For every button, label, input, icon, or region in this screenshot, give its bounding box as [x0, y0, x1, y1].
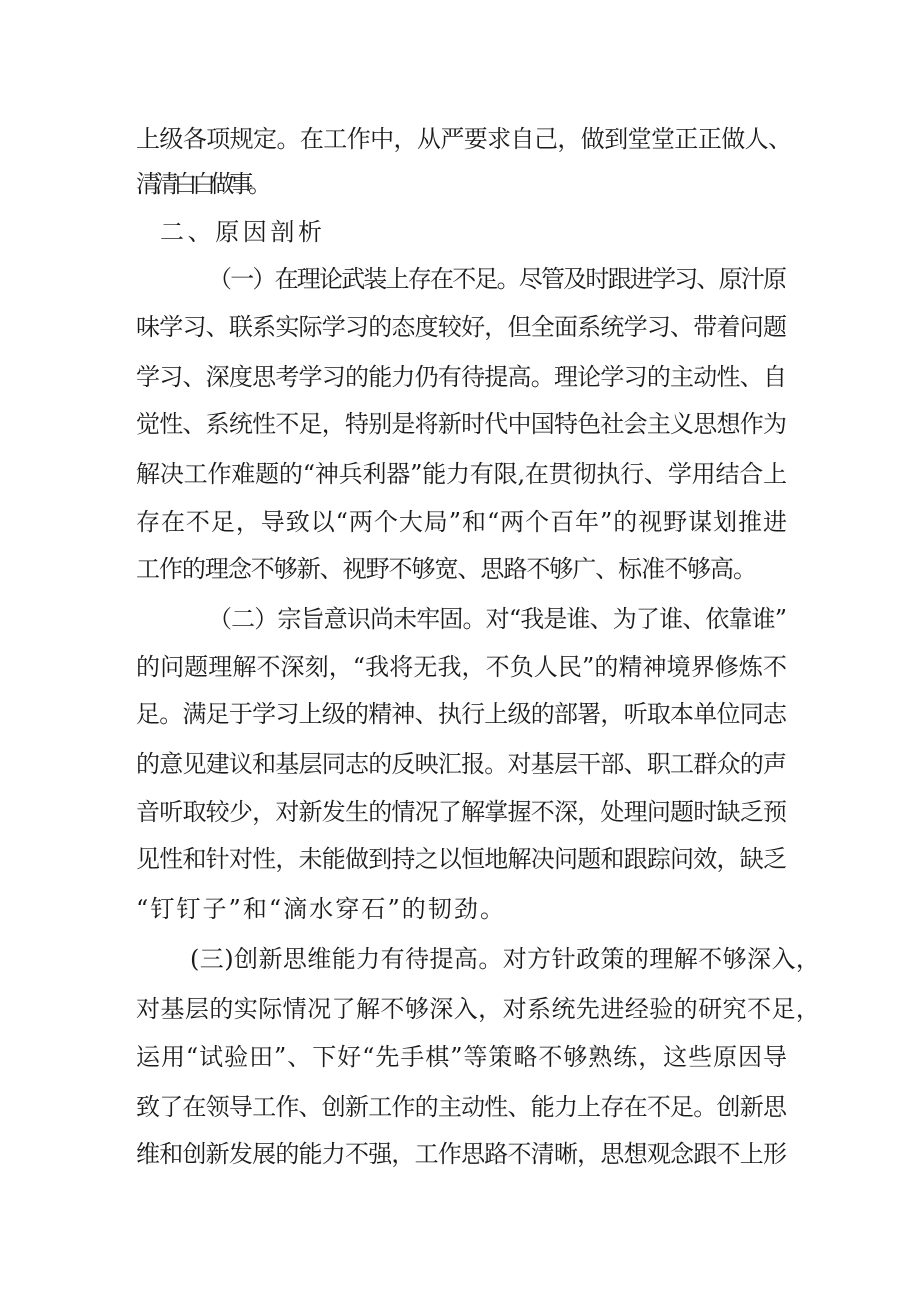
text-line: 维和创新发展的能力不强，工作思路不清晰，思想观念跟不上形	[136, 1140, 787, 1168]
text-line: (三)创新思维能力有待提高。对方针政策的理解不够深入，	[190, 945, 821, 973]
text-line: 音听取较少，对新发生的情况了解掌握不深，处理问题时缺乏预	[136, 798, 787, 826]
text-line: 的意见建议和基层同志的反映汇报。对基层干部、职工群众的声	[136, 750, 787, 778]
text-line: 味学习、联系实际学习的态度较好，但全面系统学习、带着问题	[136, 313, 787, 341]
text-line: 运用“试验田”、下好“先手棋”等策略不够熟练，这些原因导	[136, 1043, 788, 1071]
text-line: 觉性、系统性不足，特别是将新时代中国特色社会主义思想作为	[136, 410, 787, 438]
text-line: （一）在理论武装上存在不足。尽管及时跟进学习、原汁原	[208, 265, 786, 293]
text-line: 工作的理念不够新、视野不够宽、思路不够广、标准不够高。	[136, 555, 756, 583]
text-line: 见性和针对性，未能做到持之以恒地解决问题和跟踪问效，缺乏	[136, 845, 787, 873]
text-line: “钉钉子”和“滴水穿石”的韧劲。	[136, 895, 507, 923]
text-line: 上级各项规定。在工作中，从严要求自己，做到堂堂正正做人、	[136, 125, 792, 153]
text-line: 学习、深度思考学习的能力仍有待提高。理论学习的主动性、自	[136, 363, 787, 391]
text-line: 清清白白做事。	[136, 170, 267, 198]
text-line: 存在不足，导致以“两个大局”和“两个百年”的视野谋划推进	[136, 508, 788, 536]
text-line: （二）宗旨意识尚未牢固。对“我是谁、为了谁、依靠谁”	[208, 605, 787, 633]
text-line: 解决工作难题的“神兵利器”能力有限,在贯彻执行、学用结合上	[136, 460, 787, 488]
text-line: 对基层的实际情况了解不够深入，对系统先进经验的研究不足，	[136, 995, 821, 1023]
text-line: 的问题理解不深刻，“我将无我，不负人民”的精神境界修炼不	[136, 653, 788, 681]
text-line: 足。满足于学习上级的精神、执行上级的部署，听取本单位同志	[136, 700, 787, 728]
text-line: 致了在领导工作、创新工作的主动性、能力上存在不足。创新思	[136, 1093, 787, 1121]
section-heading: 二、原因剖析	[160, 218, 326, 246]
